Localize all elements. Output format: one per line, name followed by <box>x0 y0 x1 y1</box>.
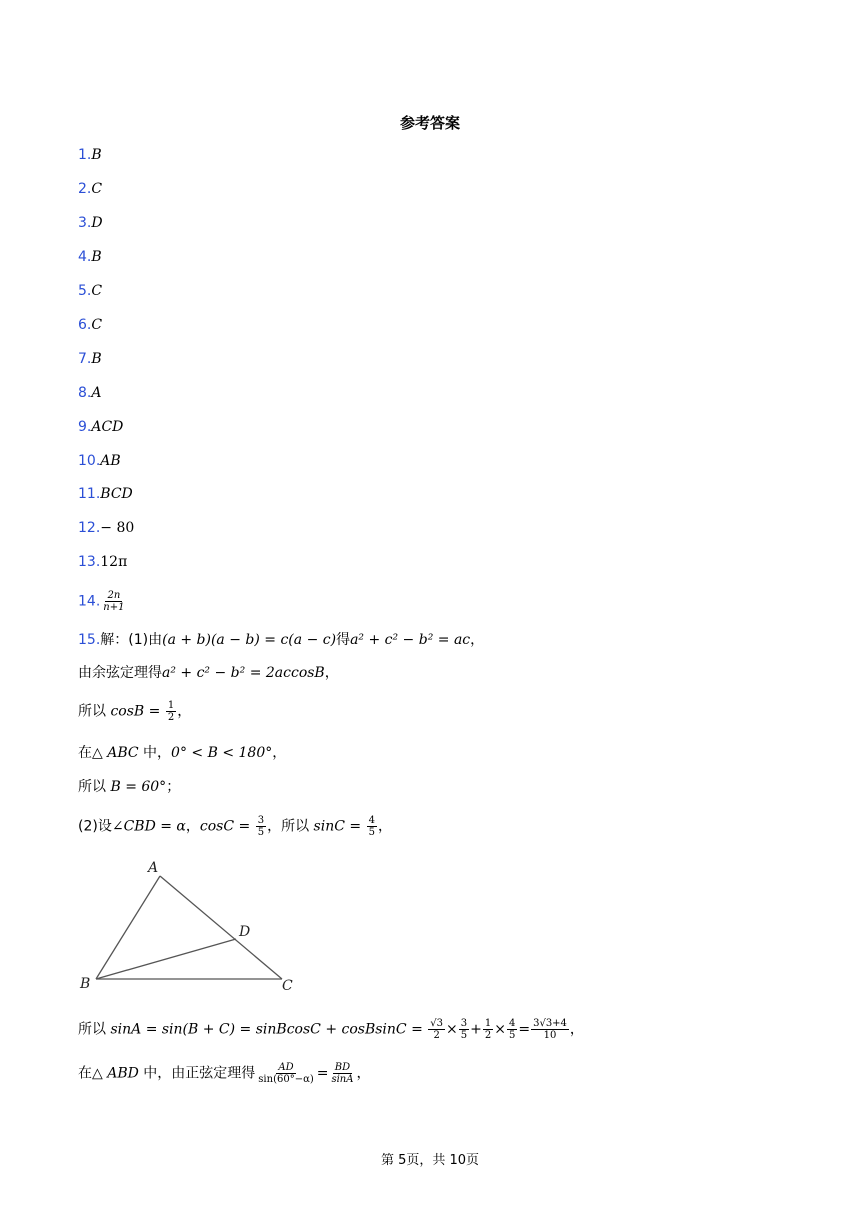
formula: sinC = <box>313 818 362 835</box>
answer-value: C <box>91 283 103 299</box>
fraction-numerator: AD <box>278 1062 294 1073</box>
answer-value: BCD <box>100 486 133 502</box>
text: 所以 <box>78 779 106 795</box>
answer-value: − 80 <box>100 520 135 536</box>
fraction <box>166 700 176 723</box>
answer-item <box>78 417 123 437</box>
vertex-label-a: A <box>148 860 159 876</box>
answer-number: 10. <box>78 453 101 469</box>
operator: = <box>316 1065 329 1082</box>
formula: cosC = <box>199 818 251 835</box>
answer-number: 15. <box>78 632 101 648</box>
formula: (a + b)(a − b) = c(a − c) <box>162 632 337 648</box>
text: 中，由正弦定理得 <box>143 1065 256 1082</box>
formula: △ ABD <box>92 1065 139 1082</box>
solution-line-7 <box>78 1018 584 1041</box>
text: 在 <box>78 745 92 761</box>
text: ， <box>272 745 287 761</box>
fraction-numerator: 1 <box>167 700 175 711</box>
answer-item <box>78 145 102 165</box>
answer-item <box>78 552 127 572</box>
text: 所以 <box>78 703 106 720</box>
operator: × <box>446 1021 458 1038</box>
solution-line-3 <box>78 700 191 723</box>
formula: a² + c² − b² = 2accosB <box>162 665 325 681</box>
formula: cosB = <box>110 703 161 720</box>
fraction <box>256 1062 315 1085</box>
fraction-denominator: 5 <box>508 1030 516 1041</box>
fraction <box>329 1062 355 1085</box>
answer-fraction <box>101 590 126 613</box>
formula: △ ABC <box>92 745 139 761</box>
fraction <box>256 815 266 838</box>
text: ，所以 <box>267 818 310 835</box>
text: ， <box>356 1065 371 1082</box>
fraction-numerator: 3√3+4 <box>533 1018 567 1029</box>
answer-number: 8. <box>78 385 92 401</box>
fraction <box>483 1018 493 1041</box>
vertex-label-d: D <box>239 924 251 940</box>
solution-line-8 <box>78 1062 370 1085</box>
text: 中， <box>143 745 172 761</box>
fraction-numerator: 4 <box>508 1018 516 1029</box>
text: ， <box>569 1021 584 1038</box>
text: ； <box>166 779 181 795</box>
answer-item <box>78 213 103 233</box>
answer-number: 4. <box>78 249 92 265</box>
answer-value: B <box>91 147 102 163</box>
fraction-denominator: n+1 <box>103 602 125 613</box>
solution-line-1 <box>78 629 484 651</box>
formula: B = 60° <box>110 779 167 795</box>
page-footer: 第 5页，共 10页 <box>380 1153 480 1168</box>
answer-number: 12. <box>78 520 101 536</box>
answer-item <box>78 349 102 369</box>
text: 在 <box>78 1065 92 1082</box>
answer-number: 3. <box>78 215 92 231</box>
answer-14 <box>78 590 127 613</box>
fraction-numerator: √3 <box>430 1018 444 1029</box>
solution-line-2 <box>78 662 339 684</box>
answer-value: D <box>91 215 103 231</box>
text: ， <box>324 665 339 681</box>
answer-value: B <box>91 249 102 265</box>
answer-number: 14. <box>78 593 101 610</box>
page-title: 参考答案 <box>399 114 460 132</box>
fraction <box>507 1018 517 1041</box>
side-ac <box>160 876 282 979</box>
fraction-denominator: sin(60°−α) <box>258 1074 314 1085</box>
vertex-label-c: C <box>282 978 293 994</box>
formula: ∠CBD = α <box>111 818 186 835</box>
answer-value: C <box>91 181 103 197</box>
answer-item <box>78 179 102 199</box>
answer-item <box>78 383 101 403</box>
fraction-denominator: 5 <box>368 827 375 838</box>
fraction-denominator: 2 <box>484 1030 492 1041</box>
text: 得 <box>336 632 351 648</box>
answer-value: 12π <box>100 554 128 570</box>
fraction-denominator: 10 <box>543 1030 557 1041</box>
answer-number: 11. <box>78 486 101 502</box>
text: ， <box>377 818 392 835</box>
answer-number: 9. <box>78 419 92 435</box>
answer-value: ACD <box>91 419 124 435</box>
answer-number: 7. <box>78 351 92 367</box>
text: ， <box>177 703 192 720</box>
operator: × <box>494 1021 506 1038</box>
text: ， <box>470 632 485 648</box>
fraction-numerator: 4 <box>368 815 375 826</box>
answer-number: 13. <box>78 554 101 570</box>
fraction-numerator: 3 <box>257 815 265 826</box>
solution-line-4 <box>78 742 286 764</box>
solution-line-5 <box>78 776 180 798</box>
fraction <box>367 815 377 838</box>
text: (2)设 <box>78 818 112 835</box>
solution-line-6 <box>78 815 392 838</box>
answer-item <box>78 484 133 504</box>
fraction-numerator: 2n <box>107 590 121 601</box>
fraction <box>428 1018 445 1041</box>
answer-item <box>78 315 102 335</box>
text: 解：(1)由 <box>100 632 163 648</box>
answer-number: 5. <box>78 283 92 299</box>
answer-value: B <box>91 351 102 367</box>
answer-number: 1. <box>78 147 92 163</box>
formula: 0° < B < 180° <box>171 745 273 761</box>
fraction <box>459 1018 469 1041</box>
fraction-numerator: 3 <box>460 1018 468 1029</box>
fraction <box>531 1018 569 1041</box>
answer-value: AB <box>100 453 121 469</box>
answer-item <box>78 451 121 471</box>
fraction-denominator: 5 <box>460 1030 468 1041</box>
text: 由余弦定理得 <box>78 665 162 681</box>
answer-item <box>78 281 102 301</box>
triangle-figure <box>78 856 308 996</box>
answer-item <box>78 247 102 267</box>
formula: sinA = sin(B + C) = sinBcosC + cosBsinC = <box>110 1021 423 1038</box>
fraction-denominator: 2 <box>433 1030 440 1041</box>
fraction-denominator: 2 <box>167 712 175 723</box>
formula: a² + c² − b² = ac <box>350 632 471 648</box>
fraction-numerator: 1 <box>484 1018 492 1029</box>
operator: = <box>518 1021 531 1038</box>
fraction-denominator: 5 <box>257 827 265 838</box>
fraction-numerator: BD <box>334 1062 351 1073</box>
answer-number: 2. <box>78 181 92 197</box>
fraction-denominator: sinA <box>331 1074 354 1085</box>
answer-item <box>78 518 134 538</box>
text: 所以 <box>78 1021 106 1038</box>
vertex-label-b: B <box>80 976 91 992</box>
text: ， <box>185 818 200 835</box>
operator: + <box>470 1021 482 1038</box>
answer-number: 6. <box>78 317 92 333</box>
answer-value: C <box>91 317 103 333</box>
answer-value: A <box>91 385 102 401</box>
